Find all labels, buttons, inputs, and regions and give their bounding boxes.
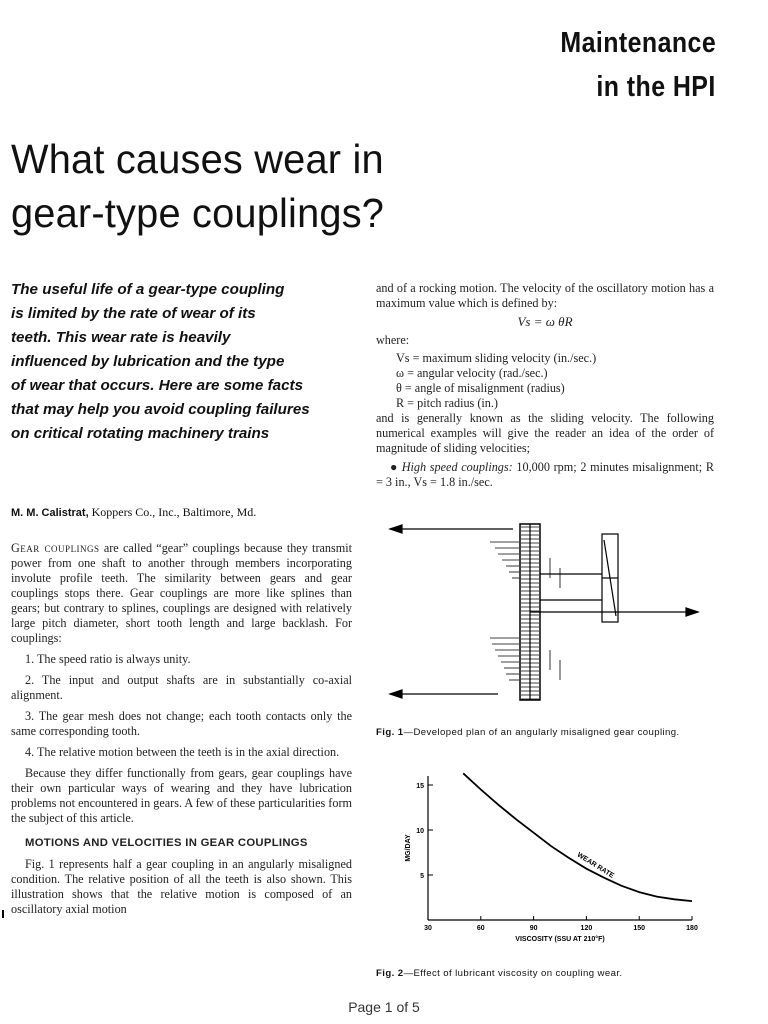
list-item: 1. The speed ratio is always unity. (25, 652, 191, 666)
y-tick-label: 5 (420, 873, 424, 880)
x-tick-label: 150 (633, 925, 646, 932)
bullet-text: 10,000 rpm; 2 minutes misalignment; R = 3 in., Vs = 1.8 in./sec. (376, 460, 714, 489)
definitions-list (376, 351, 714, 411)
y-tick-label: 10 (416, 828, 424, 835)
equation: Vs = ω θR (517, 314, 573, 329)
x-tick-label: 180 (686, 925, 698, 932)
y-tick-label: 15 (416, 783, 424, 790)
list-item: 2. The input and output shafts are in substantially co-axial alignment. (11, 673, 352, 702)
figure-2-chart (376, 768, 716, 958)
fig1-label: Fig. 1 (376, 727, 404, 738)
figure-2-caption (376, 968, 716, 980)
x-tick-label: 60 (476, 925, 485, 932)
lead-line: of wear that occurs. Here are some facts (11, 377, 304, 394)
x-tick-label: 30 (424, 925, 432, 932)
definition-item: Vs = maximum sliding velocity (in./sec.) (396, 351, 597, 365)
definition-item: ω = angular velocity (rad./sec.) (396, 366, 548, 380)
arrowhead (390, 690, 402, 698)
list-item: 3. The gear mesh does not change; each tooth contacts only the same corresponding tooth. (11, 709, 352, 738)
figure-1-caption (376, 727, 716, 739)
page-indicator: Page 1 of 5 (348, 999, 420, 1015)
lead-line: that may help you avoid coupling failures (11, 401, 310, 418)
section-heading: MOTIONS AND VELOCITIES IN GEAR COUPLINGS (25, 837, 308, 849)
paragraph: Fig. 1 represents half a gear coupling in an angularly misaligned condition. The relative position of all the teeth is also shown. This illustration shows that the relative motion is composed of an oscillatory axial motion (11, 857, 352, 916)
lead-line: The useful life of a gear-type coupling (11, 281, 285, 298)
lead-line: influenced by lubrication and the type (11, 353, 285, 370)
x-tick-label: 120 (580, 925, 593, 932)
tooth-marks (490, 527, 560, 699)
fig1-caption-text: —Developed plan of an angularly misaligned gear coupling. (403, 727, 680, 738)
intro-smallcaps: Gear couplings (11, 541, 100, 555)
lead-line: is limited by the rate of wear of its (11, 305, 256, 322)
author-line (11, 505, 256, 520)
series-line (463, 773, 692, 901)
section-title-line2: in the HPI (596, 71, 716, 103)
series-label: WEAR RATE (575, 851, 615, 880)
intro-text: are called “gear” couplings because they transmit power from one shaft to another through members incorporating involute profile teeth. The similarity between gears and gear couplings stops there. Gear couplings are more like splines than gears; but contrary to splines, couplings are designed with relatively large pitch diameter, short tooth length and large backlash. For couplings: (11, 541, 352, 645)
chart-plot (405, 773, 698, 943)
author-name: M. M. Calistrat, (11, 507, 89, 519)
bullet-paragraph: ● High speed couplings: 10,000 rpm; 2 minutes misalignment; R = 3 in., Vs = 1.8 in./sec. (376, 460, 714, 489)
intro-paragraph (11, 541, 352, 646)
definition-item: θ = angle of misalignment (radius) (396, 381, 565, 395)
paragraph: and is generally known as the sliding velocity. The following numerical examples will give the reader an idea of the order of magnitude of sliding velocities; (376, 411, 714, 455)
margin-mark (2, 910, 4, 918)
fig2-caption-text: —Effect of lubricant viscosity on coupling wear. (403, 968, 623, 979)
y-axis-label: MG/DAY (405, 834, 412, 862)
paragraph: Because they differ functionally from gears, gear couplings have their own particular ways of wearing and they have lubrication problems not encountered in gears. A few of these particularities form the subject of this article. (11, 766, 352, 825)
section-title-line1: Maintenance (560, 27, 716, 59)
figure-1-diagram (380, 518, 710, 718)
fig2-label: Fig. 2 (376, 968, 404, 979)
arrowhead (686, 608, 698, 616)
arrowhead (390, 525, 402, 533)
x-tick-label: 90 (529, 925, 538, 932)
article-title-line2: gear-type couplings? (11, 190, 385, 236)
article-title-line1: What causes wear in (11, 136, 384, 182)
definition-item: R = pitch radius (in.) (396, 396, 498, 410)
bullet-label: High speed couplings: (401, 460, 513, 474)
paragraph: and of a rocking motion. The velocity of the oscillatory motion has a maximum value which is defined by: (376, 281, 714, 310)
where-label: where: (376, 333, 410, 347)
list-item: 4. The relative motion between the teeth is in the axial direction. (25, 745, 340, 759)
right-column-body (376, 281, 714, 496)
author-affiliation: Koppers Co., Inc., Baltimore, Md. (91, 505, 257, 519)
x-axis-label: VISCOSITY (SSU AT 210°F) (515, 936, 605, 943)
left-column-body (11, 541, 352, 923)
lead-line: on critical rotating machinery trains (11, 425, 270, 442)
lead-paragraph (11, 278, 361, 446)
lead-line: teeth. This wear rate is heavily (11, 329, 231, 346)
